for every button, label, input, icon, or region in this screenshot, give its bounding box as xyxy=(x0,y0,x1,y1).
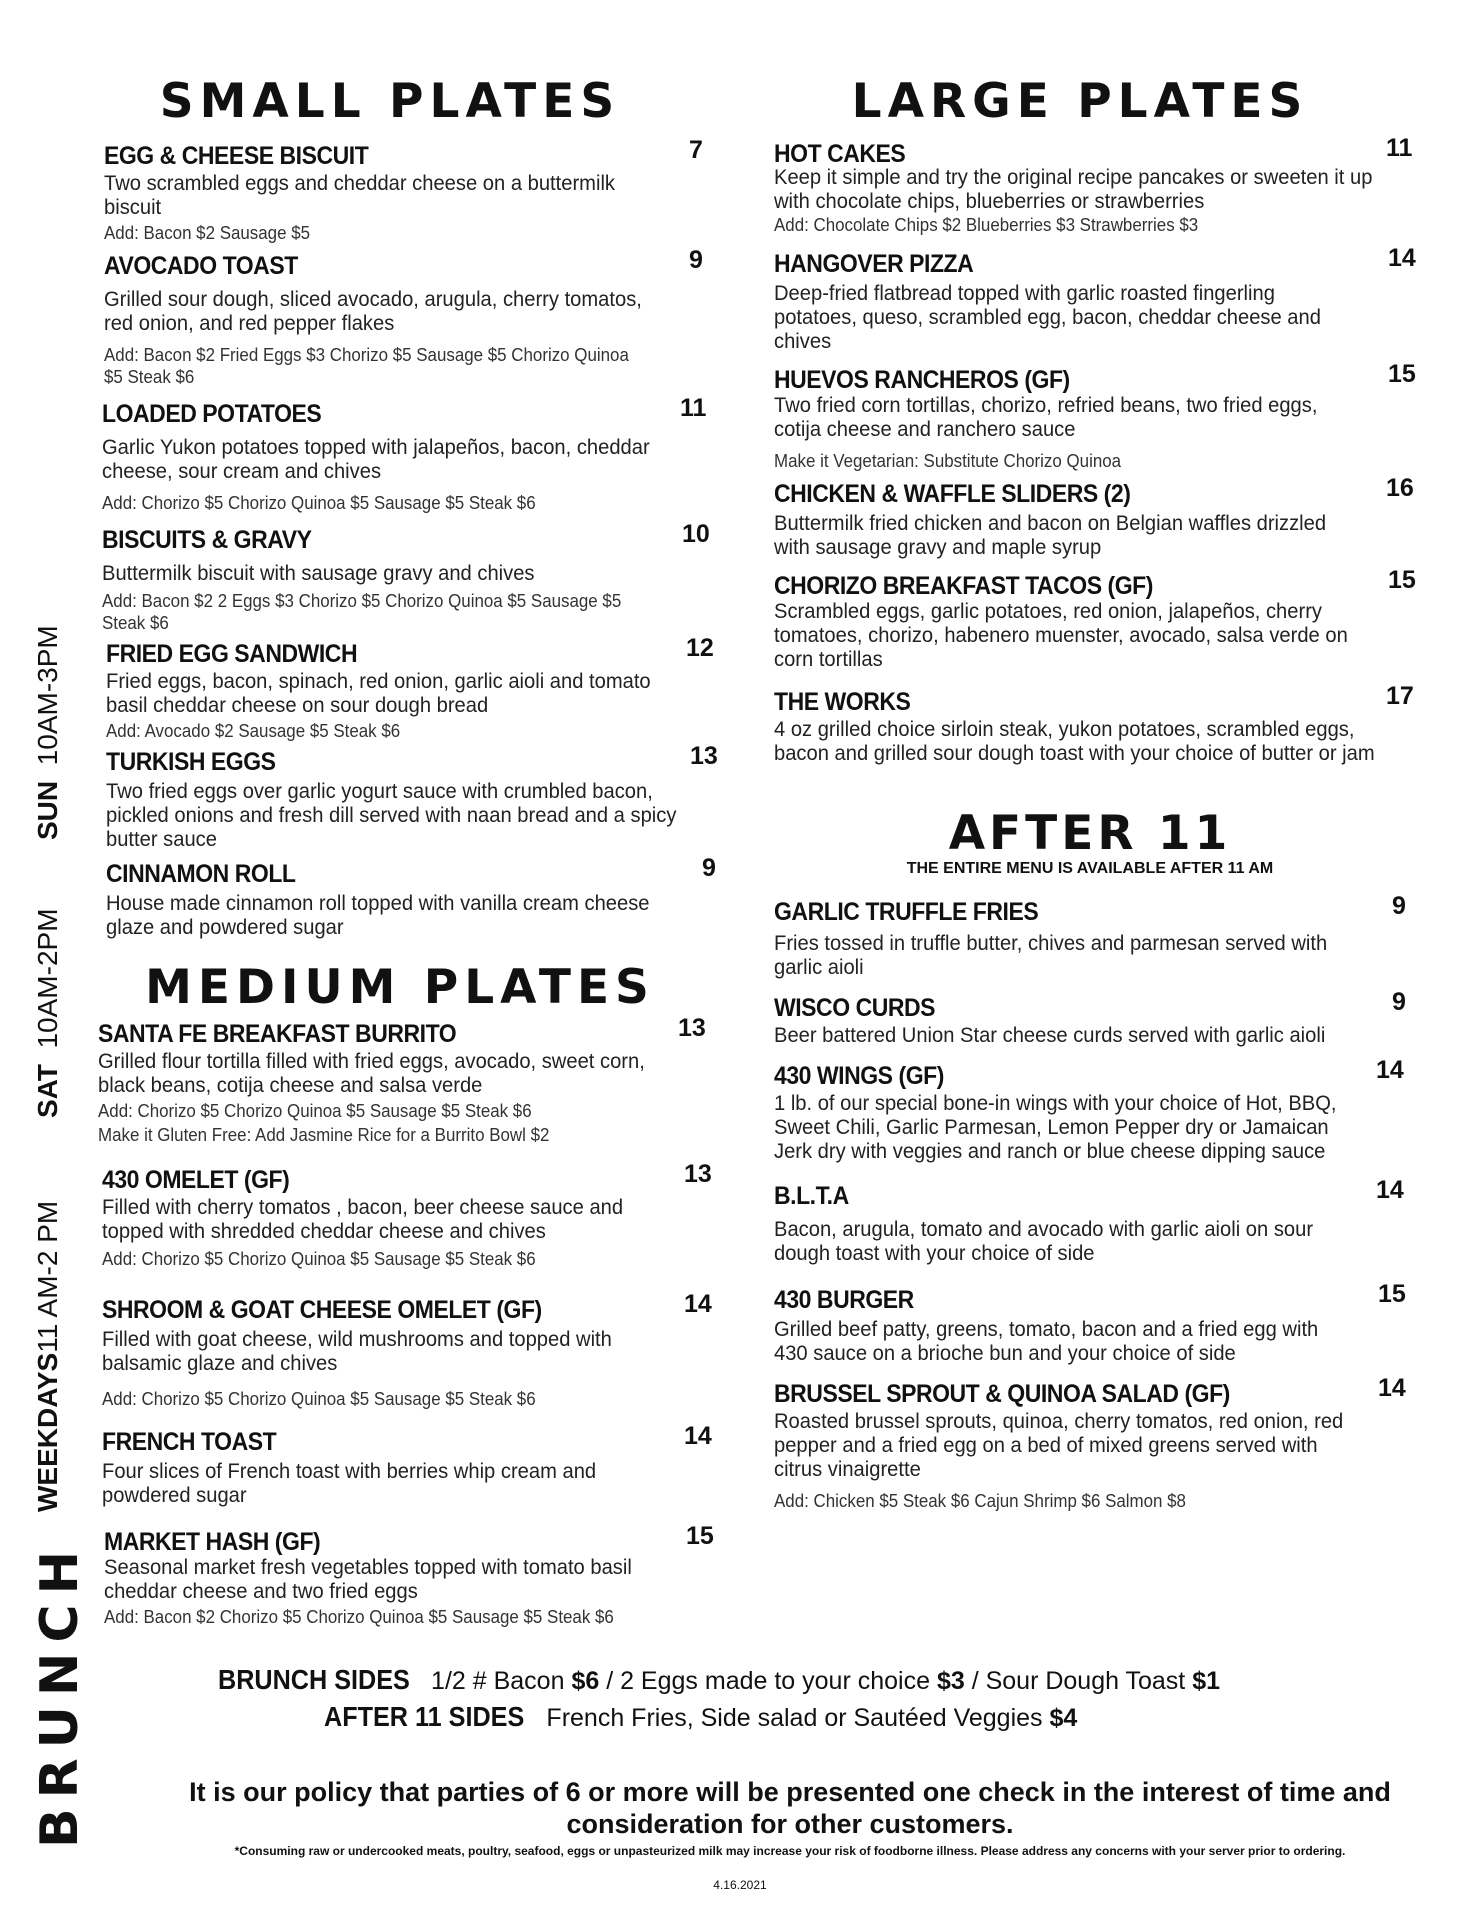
brunch-sides-text-3: / Sour Dough Toast xyxy=(964,1667,1193,1695)
item-description: 4 oz grilled choice sirloin steak, yukon potatoes, scrambled eggs, bacon and grilled sour dough toast with your choice of butter or jam xyxy=(774,718,1375,765)
item-addons: Add: Bacon $2 2 Eggs $3 Chorizo $5 Chorizo Quinoa $5 Sausage $5 Steak $6 xyxy=(102,591,622,633)
item-price: 7 xyxy=(689,136,703,164)
item-name: HUEVOS RANCHEROS (GF) xyxy=(774,366,1070,394)
item-addons: Add: Chorizo $5 Chorizo Quinoa $5 Sausage $5 Steak $6 xyxy=(98,1101,532,1121)
brunch-sides-price-2: $3 xyxy=(936,1667,965,1695)
item-name: EGG & CHEESE BISCUIT xyxy=(104,142,369,170)
item-price: 13 xyxy=(678,1014,706,1042)
large-plates-title: LARGE PLATES xyxy=(851,74,1309,129)
item-price: 14 xyxy=(684,1290,712,1318)
food-safety-disclaimer: *Consuming raw or undercooked meats, poultry, seafood, eggs or unpasteurized milk may increase your risk of foodborne illness. Please address any concerns with your server prior to ordering. xyxy=(234,1844,1346,1858)
item-addons: Add: Chorizo $5 Chorizo Quinoa $5 Sausage $5 Steak $6 xyxy=(102,1249,536,1269)
hours-sun xyxy=(32,625,64,840)
item-name: FRENCH TOAST xyxy=(102,1428,277,1456)
item-price: 15 xyxy=(1388,566,1416,594)
item-name: THE WORKS xyxy=(774,688,911,716)
item-description: Grilled sour dough, sliced avocado, arugula, cherry tomatos, red onion, and red pepper flakes xyxy=(104,288,642,335)
item-price: 12 xyxy=(686,634,714,662)
item-name: SANTA FE BREAKFAST BURRITO xyxy=(98,1020,457,1048)
brunch-sides-label: BRUNCH SIDES xyxy=(218,1664,410,1695)
item-name: 430 BURGER xyxy=(774,1286,914,1314)
item-description: Fried eggs, bacon, spinach, red onion, garlic aioli and tomato basil cheddar cheese on sour dough bread xyxy=(106,670,651,717)
item-description: Garlic Yukon potatoes topped with jalapeños, bacon, cheddar cheese, sour cream and chives xyxy=(102,436,650,483)
item-description: Scrambled eggs, garlic potatoes, red onion, jalapeños, cherry tomatoes, chorizo, habenero muenster, avocado, salsa verde on corn tortillas xyxy=(774,600,1348,671)
brunch-sides-text-1: 1/2 # Bacon xyxy=(431,1667,572,1695)
hours-sat xyxy=(32,908,64,1118)
party-policy: It is our policy that parties of 6 or more will be presented one check in the interest of time and consideration for other customers. xyxy=(189,1777,1391,1839)
after11-title: AFTER 11 xyxy=(948,806,1232,861)
item-price: 11 xyxy=(680,394,707,422)
item-name: WISCO CURDS xyxy=(774,994,936,1022)
item-description: Roasted brussel sprouts, quinoa, cherry tomatos, red onion, red pepper and a fried egg on a bed of mixed greens served with citrus vinaigrette xyxy=(774,1410,1344,1481)
brunch-sides xyxy=(218,1664,1220,1696)
item-addons: Add: Chicken $5 Steak $6 Cajun Shrimp $6 Salmon $8 xyxy=(774,1491,1186,1511)
item-price: 13 xyxy=(684,1160,712,1188)
item-price: 9 xyxy=(689,246,703,274)
item-name: GARLIC TRUFFLE FRIES xyxy=(774,898,1039,926)
item-description: Keep it simple and try the original recipe pancakes or sweeten it up with chocolate chips, blueberries or strawberries xyxy=(774,166,1373,213)
medium-plates-title: MEDIUM PLATES xyxy=(145,960,655,1015)
item-price: 9 xyxy=(1392,988,1406,1016)
item-description: House made cinnamon roll topped with vanilla cream cheese glaze and powdered sugar xyxy=(106,892,650,939)
hours-weekdays xyxy=(32,1201,64,1512)
item-price: 14 xyxy=(1388,244,1416,272)
sat-label: SAT xyxy=(32,1064,63,1118)
item-description: Buttermilk fried chicken and bacon on Belgian waffles drizzled with sausage gravy and maple syrup xyxy=(774,512,1327,559)
item-name: 430 OMELET (GF) xyxy=(102,1166,290,1194)
item-description: Filled with cherry tomatos , bacon, beer cheese sauce and topped with shredded cheddar cheese and chives xyxy=(102,1196,624,1243)
item-addons: Add: Avocado $2 Sausage $5 Steak $6 xyxy=(106,721,401,741)
item-price: 14 xyxy=(1378,1374,1406,1402)
item-description: Two fried eggs over garlic yogurt sauce with crumbled bacon, pickled onions and fresh dill served with naan bread and a spicy butter sauce xyxy=(106,780,677,851)
item-addons: Add: Chorizo $5 Chorizo Quinoa $5 Sausage $5 Steak $6 xyxy=(102,1389,536,1409)
menu-date: 4.16.2021 xyxy=(713,1878,767,1892)
sat-hours: 10AM-2PM xyxy=(32,908,63,1049)
item-note: Make it Gluten Free: Add Jasmine Rice for a Burrito Bowl $2 xyxy=(98,1125,550,1145)
item-price: 9 xyxy=(1392,892,1406,920)
item-name: HANGOVER PIZZA xyxy=(774,250,974,278)
item-name: 430 WINGS (GF) xyxy=(774,1062,944,1090)
item-price: 14 xyxy=(1376,1056,1404,1084)
after11-subtitle: THE ENTIRE MENU IS AVAILABLE AFTER 11 AM xyxy=(906,860,1274,877)
item-name: LOADED POTATOES xyxy=(102,400,322,428)
item-name: TURKISH EGGS xyxy=(106,748,276,776)
weekdays-hours: 11 AM-2 PM xyxy=(32,1200,63,1353)
item-price: 15 xyxy=(1388,360,1416,388)
after11-sides-price: $4 xyxy=(1049,1704,1078,1732)
item-description: Grilled beef patty, greens, tomato, bacon and a fried egg with 430 sauce on a brioche bun and your choice of side xyxy=(774,1318,1319,1365)
item-description: Buttermilk biscuit with sausage gravy and chives xyxy=(102,562,535,585)
item-name: CHORIZO BREAKFAST TACOS (GF) xyxy=(774,572,1153,600)
item-addons: Add: Chocolate Chips $2 Blueberries $3 Strawberries $3 xyxy=(774,215,1199,235)
after11-sides-text: French Fries, Side salad or Sautéed Veggies xyxy=(546,1704,1050,1732)
item-addons: Add: Bacon $2 Chorizo $5 Chorizo Quinoa $5 Sausage $5 Steak $6 xyxy=(104,1607,614,1627)
small-plates-title: SMALL PLATES xyxy=(159,74,621,129)
brunch-title: BRUNCH xyxy=(30,1540,90,1848)
after11-sides-label: AFTER 11 SIDES xyxy=(324,1701,525,1732)
brunch-sides-price-3: $1 xyxy=(1192,1667,1221,1695)
item-price: 17 xyxy=(1386,682,1414,710)
item-description: Seasonal market fresh vegetables topped with tomato basil cheddar cheese and two fried eggs xyxy=(104,1556,632,1603)
item-price: 16 xyxy=(1386,474,1414,502)
item-description: Fries tossed in truffle butter, chives and parmesan served with garlic aioli xyxy=(774,932,1328,979)
item-addons: Add: Bacon $2 Fried Eggs $3 Chorizo $5 Sausage $5 Chorizo Quinoa $5 Steak $6 xyxy=(104,345,629,387)
item-name: HOT CAKES xyxy=(774,140,906,168)
item-description: Two fried corn tortillas, chorizo, refried beans, two fried eggs, cotija cheese and ranchero sauce xyxy=(774,394,1318,441)
item-description: Grilled flour tortilla filled with fried eggs, avocado, sweet corn, black beans, cotija cheese and salsa verde xyxy=(98,1050,645,1097)
item-note: Make it Vegetarian: Substitute Chorizo Quinoa xyxy=(774,451,1122,471)
item-description: Bacon, arugula, tomato and avocado with garlic aioli on sour dough toast with your choice of side xyxy=(774,1218,1314,1265)
item-price: 9 xyxy=(702,854,716,882)
item-addons: Add: Chorizo $5 Chorizo Quinoa $5 Sausage $5 Steak $6 xyxy=(102,493,536,513)
item-name: SHROOM & GOAT CHEESE OMELET (GF) xyxy=(102,1296,542,1324)
sun-label: SUN xyxy=(32,780,63,840)
item-addons: Add: Bacon $2 Sausage $5 xyxy=(104,223,311,243)
after11-sides xyxy=(324,1701,1077,1733)
item-name: BISCUITS & GRAVY xyxy=(102,526,312,554)
item-name: MARKET HASH (GF) xyxy=(104,1528,321,1556)
item-description: Deep-fried flatbread topped with garlic roasted fingerling potatoes, queso, scrambled egg, bacon, cheddar cheese and chives xyxy=(774,282,1321,353)
item-name: BRUSSEL SPROUT & QUINOA SALAD (GF) xyxy=(774,1380,1230,1408)
item-description: 1 lb. of our special bone-in wings with your choice of Hot, BBQ, Sweet Chili, Garlic Parmesan, Lemon Pepper dry or Jamaican Jerk dry with veggies and ranch or blue cheese dipping sauce xyxy=(774,1092,1337,1163)
item-price: 14 xyxy=(1376,1176,1404,1204)
brunch-sides-text-2: / 2 Eggs made to your choice xyxy=(599,1667,937,1695)
item-name: B.L.T.A xyxy=(774,1182,849,1210)
item-price: 15 xyxy=(1378,1280,1406,1308)
item-price: 11 xyxy=(1386,134,1413,162)
item-name: CHICKEN & WAFFLE SLIDERS (2) xyxy=(774,480,1131,508)
item-description: Beer battered Union Star cheese curds served with garlic aioli xyxy=(774,1024,1326,1047)
item-price: 10 xyxy=(682,520,710,548)
brunch-sides-price-1: $6 xyxy=(571,1667,600,1695)
item-description: Two scrambled eggs and cheddar cheese on a buttermilk biscuit xyxy=(104,172,616,219)
item-description: Filled with goat cheese, wild mushrooms and topped with balsamic glaze and chives xyxy=(102,1328,612,1375)
item-price: 14 xyxy=(684,1422,712,1450)
item-name: FRIED EGG SANDWICH xyxy=(106,640,358,668)
weekdays-label: WEEKDAYS xyxy=(32,1352,63,1512)
item-price: 15 xyxy=(686,1522,714,1550)
item-price: 13 xyxy=(690,742,718,770)
item-description: Four slices of French toast with berries whip cream and powdered sugar xyxy=(102,1460,597,1507)
item-name: CINNAMON ROLL xyxy=(106,860,296,888)
sidebar-hours xyxy=(0,0,100,1920)
item-name: AVOCADO TOAST xyxy=(104,252,298,280)
sun-hours: 10AM-3PM xyxy=(32,625,63,766)
